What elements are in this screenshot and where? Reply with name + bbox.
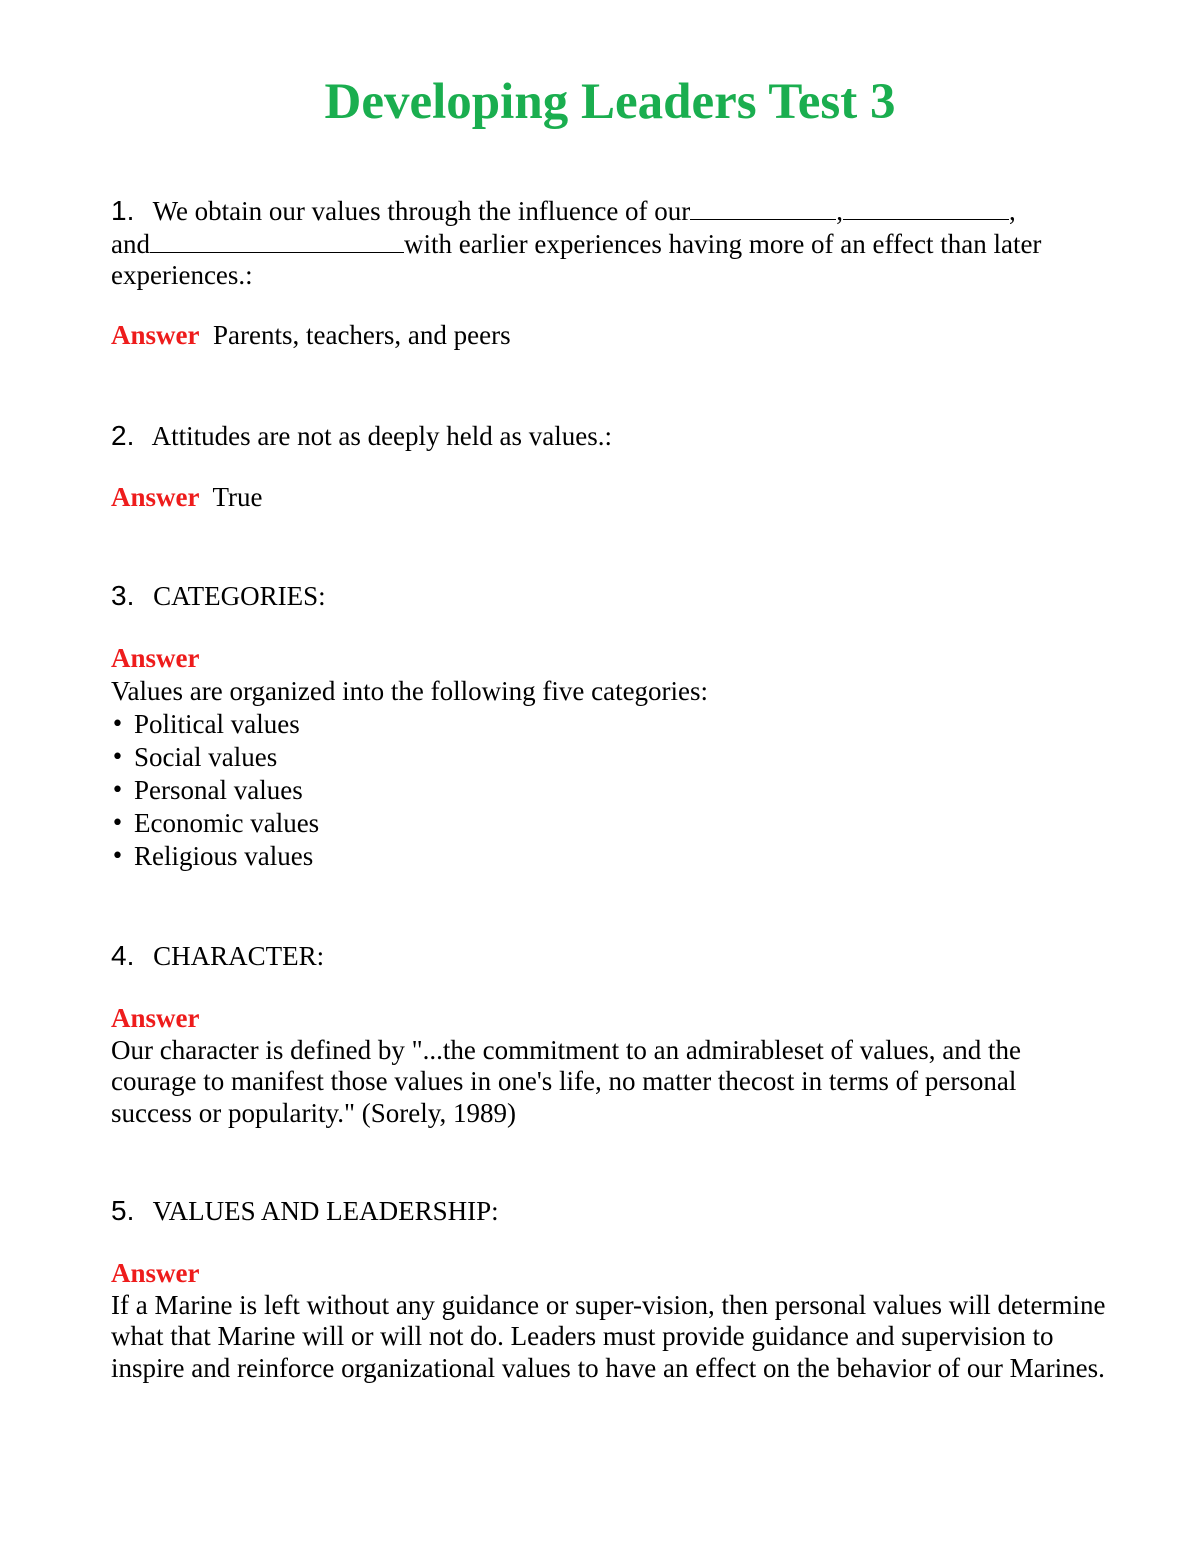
question-text: , (836, 196, 844, 226)
question-number: 5. (111, 1195, 135, 1226)
answer-label: Answer (111, 1258, 200, 1288)
answer-4 (111, 1003, 1051, 1129)
answer-label: Answer (111, 482, 200, 512)
bullet-icon: • (111, 778, 124, 803)
answer-2 (111, 482, 1111, 514)
list-item-text: Personal values (134, 775, 303, 805)
list-item (111, 741, 1111, 774)
bullet-icon: • (111, 712, 124, 737)
question-2 (111, 420, 1111, 453)
question-3 (111, 580, 1111, 613)
question-number: 3. (111, 580, 135, 611)
question-text: We obtain our values through the influence of our (152, 196, 691, 226)
question-text: VALUES AND LEADERSHIP: (152, 1196, 499, 1226)
answer-1 (111, 320, 1111, 352)
fill-blank (690, 195, 836, 220)
bullet-icon: • (111, 811, 124, 836)
answer-label: Answer (111, 1003, 200, 1033)
category-list (111, 708, 1111, 873)
question-4 (111, 940, 1111, 973)
bullet-icon: • (111, 844, 124, 869)
page-title: Developing Leaders Test 3 (324, 74, 896, 130)
answer-5 (111, 1258, 1111, 1384)
list-item-text: Economic values (134, 808, 320, 838)
question-text: CATEGORIES: (153, 581, 326, 611)
answer-3 (111, 642, 1111, 873)
question-number: 1. (111, 195, 135, 226)
list-item-text: Political values (134, 709, 300, 739)
question-5 (111, 1195, 1111, 1228)
answer-text: True (212, 482, 263, 512)
fill-blank (150, 228, 404, 253)
question-text: Attitudes are not as deeply held as values.: (151, 421, 612, 451)
question-number: 2. (111, 420, 135, 451)
fill-blank (843, 195, 1009, 220)
question-text: CHARACTER: (153, 941, 325, 971)
bullet-icon: • (111, 745, 124, 770)
question-text: , (1009, 196, 1016, 226)
question-1 (111, 195, 1071, 292)
answer-text: Parents, teachers, and peers (213, 320, 511, 350)
list-item (111, 774, 1111, 807)
question-number: 4. (111, 940, 135, 971)
list-item (111, 708, 1111, 741)
list-item-text: Social values (134, 742, 278, 772)
list-item (111, 807, 1111, 840)
answer-text: Our character is defined by "...the commitment to an admirableset of values, and the courage to manifest those values in one's life, no matter thecost in terms of personal success or popularity." (Sorely, 1989) (111, 1034, 1021, 1128)
answer-label: Answer (111, 643, 200, 673)
list-item-text: Religious values (134, 841, 314, 871)
question-text: and (111, 228, 150, 259)
answer-intro: Values are organized into the following five categories: (111, 676, 709, 706)
question-text: with earlier experiences having more of an effect than later experiences.: (111, 228, 1042, 290)
answer-label: Answer (111, 320, 200, 350)
list-item (111, 840, 1111, 873)
answer-text: If a Marine is left without any guidance or super-vision, then personal values will determine what that Marine will or will not do. Leaders must provide guidance and supervision to inspire and reinforce organizational values to have an effect on the behavior of our Marines. (111, 1289, 1106, 1383)
